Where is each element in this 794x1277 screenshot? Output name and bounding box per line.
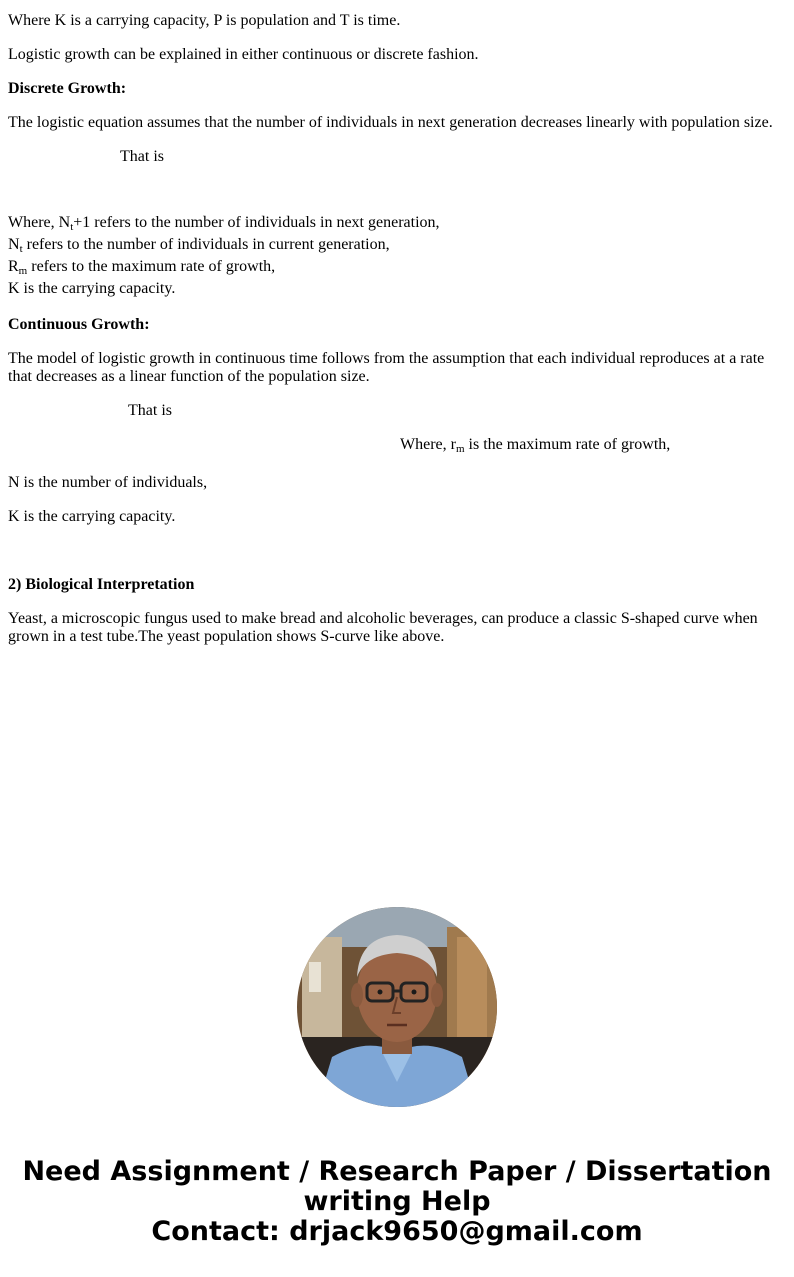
continuous-heading: Continuous Growth: (8, 316, 150, 333)
definition-current-generation: $N_t$ refers to the number of individuals in current generation, (8, 236, 390, 255)
banner-contact-line: Contact: drjack9650@gmail.com (151, 1216, 643, 1247)
discrete-heading: Discrete Growth: (8, 80, 127, 97)
explain-paragraph: Logistic growth can be explained in either continuous or discrete fashion. (8, 46, 479, 63)
discrete-formula-placeholder (8, 182, 786, 216)
banner-line-1: Need Assignment / Research Paper / Dissertation (22, 1156, 772, 1187)
continuous-n-definition: N is the number of individuals, (8, 474, 208, 491)
continuous-that-is: That is (128, 402, 172, 419)
document-body (8, 12, 786, 662)
discrete-that-is: That is (120, 148, 164, 165)
definition-carrying-capacity: K is the carrying capacity. (8, 280, 176, 297)
discrete-definitions (8, 212, 786, 300)
avatar-portrait (297, 907, 497, 1107)
author-avatar (297, 907, 497, 1107)
continuous-paragraph: The model of logistic growth in continuous time follows from the assumption that each individual reproduces at a rate that decreases as a linear function of the population size. (8, 350, 765, 385)
continuous-k-definition: K is the carrying capacity. (8, 508, 176, 525)
discrete-paragraph: The logistic equation assumes that the number of individuals in next generation decreases linearly with population size. (8, 114, 773, 131)
intro-paragraph: Where K is a carrying capacity, P is population and T is time. (8, 12, 401, 29)
contact-banner (0, 1157, 794, 1247)
empty-paragraph (8, 542, 786, 560)
definition-max-rate: $R_m$ refers to the maximum rate of growth, (8, 258, 276, 277)
definition-next-generation: Where, $N_t+1$ refers to the number of individuals in next generation, (8, 214, 440, 233)
bio-heading: 2) Biological Interpretation (8, 576, 195, 593)
banner-line-2: writing Help (303, 1186, 491, 1217)
bio-paragraph: Yeast, a microscopic fungus used to make bread and alcoholic beverages, can produce a classic S-shaped curve when grown in a test tube.The yeast population shows S-curve like above. (8, 610, 758, 645)
continuous-where-line: Where, $r_m$ is the maximum rate of growth, (400, 436, 671, 455)
